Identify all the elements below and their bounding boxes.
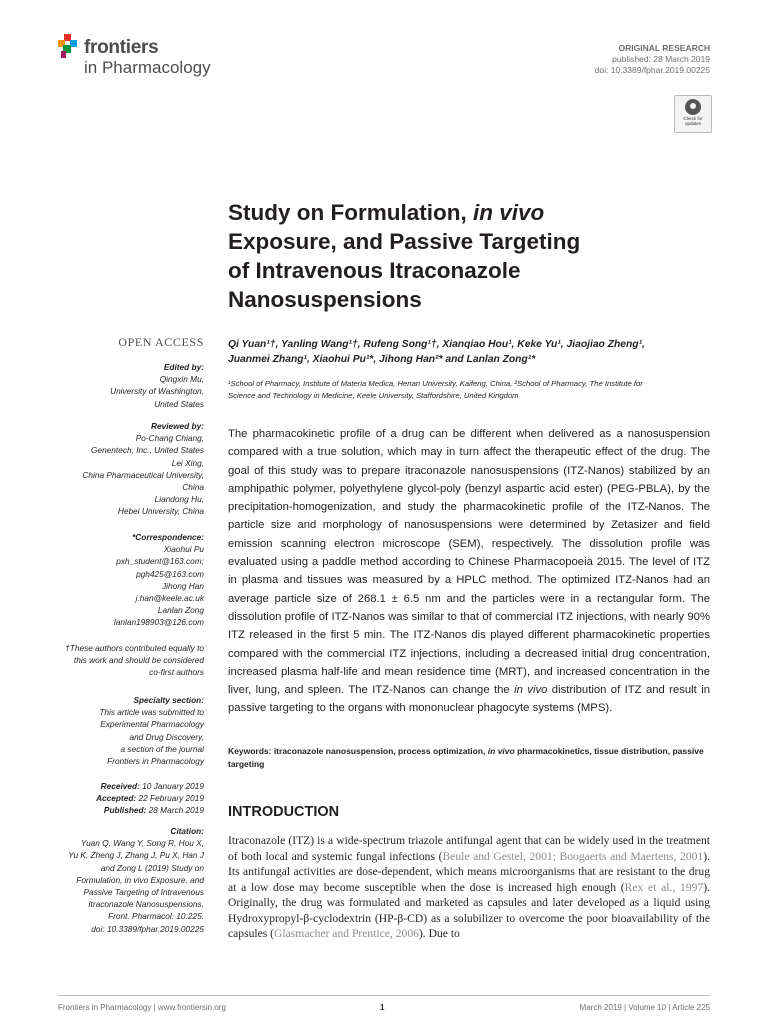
citation-link[interactable]: Rex et al., 1997 bbox=[624, 880, 704, 894]
page-number: 1 bbox=[380, 1003, 385, 1012]
email-link[interactable]: pgh425@163.com bbox=[136, 568, 204, 579]
footer-divider bbox=[58, 995, 710, 996]
journal-subtitle: in Pharmacology bbox=[84, 58, 211, 77]
journal-brand: frontiers bbox=[84, 37, 159, 58]
edited-by: Edited by: Qingxin Mu, University of Washington, United States bbox=[110, 362, 204, 409]
footer-issue-info: March 2019 | Volume 10 | Article 225 bbox=[579, 1003, 710, 1012]
author-list: Qi Yuan¹†, Yanling Wang¹†, Rufeng Song¹†, Xianqiao Hou¹, Keke Yu¹, Jiaojiao Zheng¹, Juanmei Zhang¹, Xiaohui Pu¹*, Jihong Han²* and Lanlan Zong¹* bbox=[228, 339, 645, 365]
abstract: The pharmacokinetic profile of a drug can be different when delivered as a nanosuspension compared with a true solution, which may in turn affect the therapeutic effect of the drug. The goal of this study was to prepare itraconazole nanosuspensions (ITZ-Nanos) stabilized by an amphipathic polymer, polyethylene glycol-poly (benzyl aspartic acid ester) (PEG-PBLA), by the precipitation-homogenization, and study the pharmacokinetic profile of the ITZ-Nanos. The particle size and morphology of nanosuspensions were determined by Zetasizer and field emission scanning electron microscope (SEM), respectively. The dissolution profile was evaluated using a paddle method according to Chinese Pharmacopoeia 2015. The level of ITZ in plasma and tissues was measured by a HPLC method. The optimized ITZ-Nanos had an average particle size of 268.1 ± 6.5 nm and the particles were in a rectangular form. The dissolution profile of ITZ-Nanos was similar to that of commercial ITZ injections, with nearly 90% ITZ released in the first 5 min. The ITZ-Nanos dis played different pharmacokinetic properties compared with the commercial ITZ injections, including a decreased initial drug concentration, increased plasma half-life and mean residence time (MRT), and increased concentration in the liver, lung, and spleen. The ITZ-Nanos can change the in vivo distribution of ITZ and result in passive targeting to the organs with mononuclear phagocyte systems (MPS). bbox=[228, 428, 710, 715]
doi-link[interactable]: doi: 10.3389/fphar.2019.00225 bbox=[594, 65, 710, 75]
citation-link[interactable]: Glasmacher and Prentice, 2006 bbox=[274, 927, 419, 940]
article-title: Study on Formulation, in vivo Exposure, and Passive Targeting of Intravenous Itraconazole Nanosuspensions bbox=[228, 200, 581, 312]
email-link[interactable]: lanlan198903@126.com bbox=[113, 617, 204, 628]
check-for-updates-button[interactable] bbox=[674, 95, 712, 133]
specialty-section: Specialty section: This article was submitted to Experimental Pharmacology and Drug Discovery, a section of the journal Frontiers in Pharmacology bbox=[99, 695, 204, 767]
reviewed-by: Reviewed by: Po-Chang Chiang, Genentech, Inc., United States Lei Xing, China Pharmaceutical University, China Liandong Hu, Hebei University, China bbox=[82, 421, 204, 517]
article-dates: Received: 10 January 2019 Accepted: 22 February 2019 Published: 28 March 2019 bbox=[96, 781, 204, 816]
article-meta bbox=[595, 43, 710, 76]
footer-journal-link[interactable]: Frontiers in Pharmacology | www.frontiersin.org bbox=[58, 1003, 226, 1012]
frontiers-logo-icon bbox=[58, 34, 80, 58]
affiliations: ¹School of Pharmacy, Institute of Materia Medica, Henan University, Kaifeng, China, ²School of Pharmacy, The Institute for Science and Technology in Medicine, Keele University, Staffordshire, United Kingdom bbox=[228, 379, 643, 400]
published-date: published: 28 March 2019 bbox=[612, 54, 710, 64]
article-type: ORIGINAL RESEARCH bbox=[618, 43, 710, 53]
equal-contribution-note: †These authors contributed equally to this work and should be considered co-first authors bbox=[65, 643, 204, 678]
citation-link[interactable]: Beule and Gestel, 2001; Boogaerts and Maertens, 2001 bbox=[442, 849, 704, 863]
citation: Citation: Yuan Q, Wang Y, Song R, Hou X, Yu K, Zheng J, Zhang J, Pu X, Han J and Zong L (2019) Study on Formulation, in vivo Exposure, and Passive Targeting of Intravenous Itraconazole Nanosuspensions. Front. Pharmacol. 10:225. doi: 10.3389/fphar.2019.00225 bbox=[68, 826, 204, 934]
email-link[interactable]: j.han@keele.ac.uk bbox=[135, 593, 204, 604]
introduction-body: Itraconazole (ITZ) is a wide-spectrum triazole antifungal agent that can be widely used in the treatment of both local and systemic fungal infections (Beule and Gestel, 2001; Boogaerts and Maertens, 2001). Its antifungal activities are dose-dependent, which means microorganisms that are resistant to the drug at a low dose may become susceptible when the dose is increased high enough (Rex et al., 1997). Originally, the drug was formulated and marketed as capsules and later developed as a liquid using Hydroxypropyl-β-cyclodextrin (HP-β-CD) as a solubilizer to overcome the poor bioavailability of the capsules (Glasmacher and Prentice, 2006). Due to bbox=[228, 834, 710, 940]
keywords: Keywords: itraconazole nanosuspension, process optimization, in vivo pharmacokinetics, tissue distribution, passive targeting bbox=[228, 746, 704, 769]
introduction-heading: INTRODUCTION bbox=[228, 804, 340, 820]
open-access-label: OPEN ACCESS bbox=[118, 335, 204, 349]
citation-doi-link[interactable]: doi: 10.3389/fphar.2019.00225 bbox=[91, 923, 204, 934]
email-link[interactable]: pxh_student@163.com; bbox=[116, 556, 204, 567]
correspondence: *Correspondence: Xiaohui Pu pxh_student@163.com; pgh425@163.com Jihong Han j.han@keele.ac.uk Lanlan Zong lanlan198903@126.com bbox=[113, 532, 204, 628]
check-updates-icon bbox=[685, 99, 701, 115]
check-updates-label: Check for updates bbox=[683, 116, 703, 126]
